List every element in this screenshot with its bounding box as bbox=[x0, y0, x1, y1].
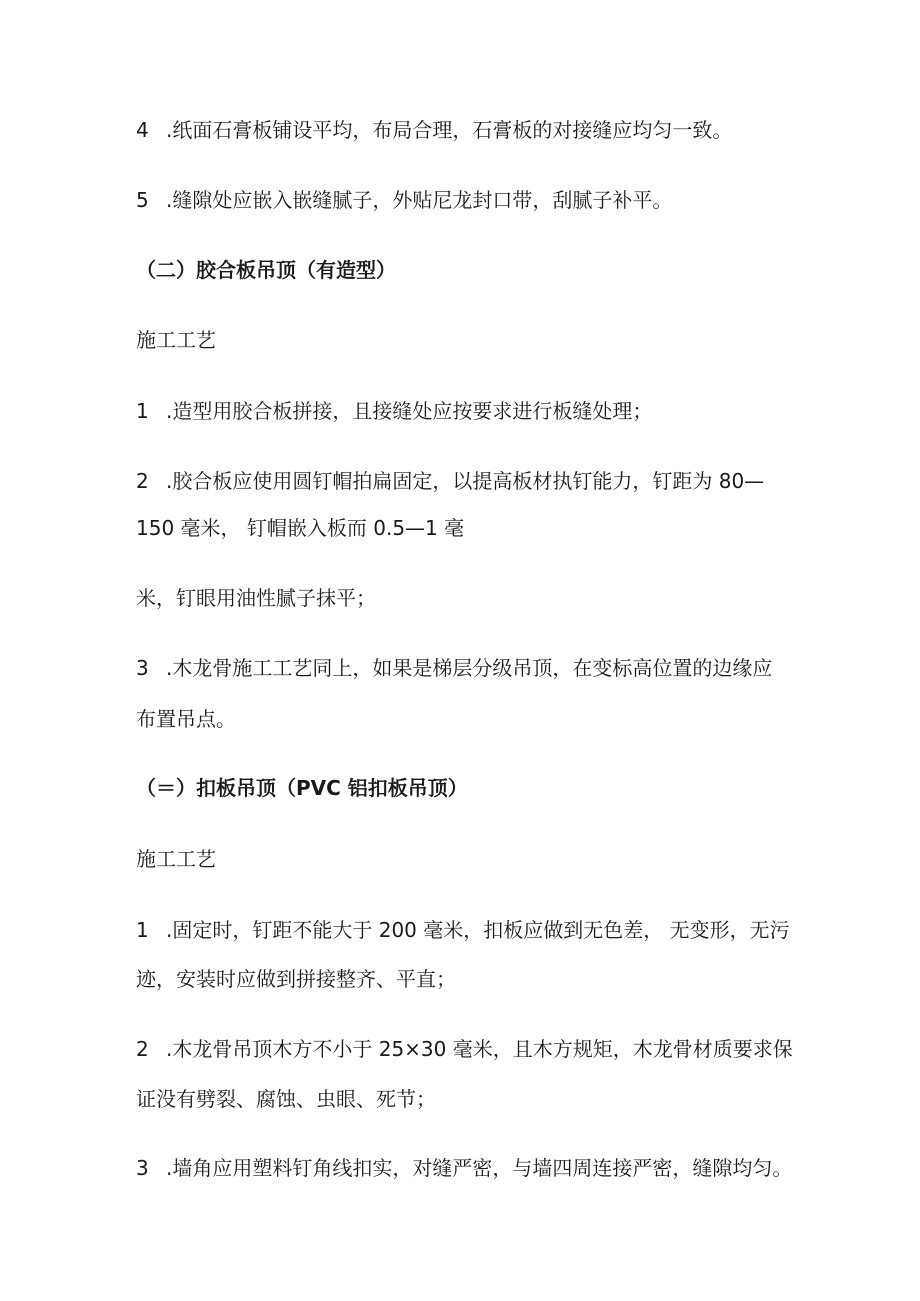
list-item bbox=[136, 654, 772, 682]
list-item bbox=[136, 186, 672, 214]
list-item-number: 1 bbox=[136, 918, 149, 942]
continuation-line: 150 毫米， 钉帽嵌入板而 0.5—1 毫 bbox=[136, 516, 465, 540]
list-item-text: .造型用胶合板拼接，且接缝处应按要求进行板缝处理； bbox=[166, 399, 653, 423]
list-item-number: 2 bbox=[136, 1037, 149, 1061]
list-item bbox=[136, 116, 732, 144]
continuation-line: 布置吊点。 bbox=[136, 707, 236, 731]
list-item bbox=[136, 916, 790, 944]
list-item-text: .固定时，钉距不能大于 200 毫米，扣板应做到无色差， 无变形，无污 bbox=[166, 918, 790, 942]
list-item-text: .墙角应用塑料钉角线扣实，对缝严密，与墙四周连接严密，缝隙均匀。 bbox=[166, 1156, 793, 1180]
list-item-number: 3 bbox=[136, 1156, 149, 1180]
section-heading: （＝）扣板吊顶（PVC 铝扣板吊顶） bbox=[136, 776, 468, 800]
list-item-text: .木龙骨施工工艺同上，如果是梯层分级吊顶，在变标高位置的边缘应 bbox=[166, 656, 773, 680]
subheading: 施工工艺 bbox=[136, 847, 216, 871]
list-item bbox=[136, 1154, 792, 1182]
list-item-text: .缝隙处应嵌入嵌缝腻子，外贴尼龙封口带，刮腻子补平。 bbox=[166, 188, 673, 212]
list-item bbox=[136, 467, 764, 495]
list-item-text: .木龙骨吊顶木方不小于 25×30 毫米，且木方规矩，木龙骨材质要求保 bbox=[166, 1037, 793, 1061]
list-item-number: 4 bbox=[136, 118, 149, 142]
section-heading: （二）胶合板吊顶（有造型） bbox=[136, 258, 396, 282]
continuation-line: 证没有劈裂、腐蚀、虫眼、死节； bbox=[136, 1087, 436, 1111]
list-item bbox=[136, 397, 652, 425]
list-item-text: .胶合板应使用圆钉帽拍扁固定，以提高板材执钉能力，钉距为 80— bbox=[166, 469, 765, 493]
continuation-line: 米，钉眼用油性腻子抹平； bbox=[136, 586, 376, 610]
list-item-number: 5 bbox=[136, 188, 149, 212]
list-item-number: 1 bbox=[136, 399, 149, 423]
continuation-line: 迹，安装时应做到拼接整齐、平直； bbox=[136, 967, 456, 991]
list-item bbox=[136, 1035, 793, 1063]
list-item-number: 3 bbox=[136, 656, 149, 680]
subheading: 施工工艺 bbox=[136, 328, 216, 352]
list-item-text: .纸面石膏板铺设平均，布局合理，石膏板的对接缝应均匀一致。 bbox=[166, 118, 733, 142]
list-item-number: 2 bbox=[136, 469, 149, 493]
